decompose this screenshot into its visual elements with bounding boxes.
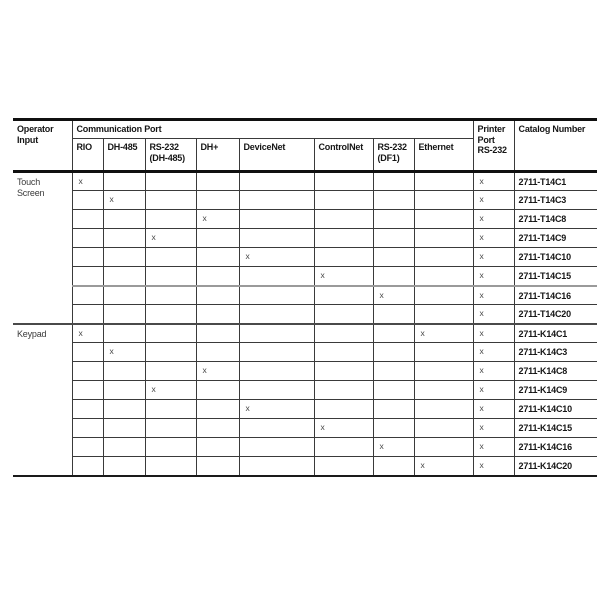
mark-cell-dh485	[103, 419, 145, 438]
mark-cell-rio: x	[72, 324, 103, 343]
mark-cell-rs232-dh485	[145, 305, 196, 324]
mark-cell-dh485	[103, 286, 145, 305]
mark-cell-controlnet	[314, 438, 373, 457]
catalog-number-cell: 2711-T14C16	[514, 286, 597, 305]
mark-cell-rs232-df1	[373, 362, 414, 381]
mark-cell-printer: x	[473, 172, 514, 191]
mark-cell-dhplus	[196, 343, 239, 362]
mark-cell-rio	[72, 400, 103, 419]
mark-cell-dhplus	[196, 305, 239, 324]
col-header-rio: RIO	[72, 139, 103, 172]
operator-group-label: Touch Screen	[13, 172, 72, 324]
catalog-number-cell: 2711-T14C1	[514, 172, 597, 191]
catalog-number-cell: 2711-K14C8	[514, 362, 597, 381]
mark-cell-rs232-dh485	[145, 191, 196, 210]
mark-cell-dhplus: x	[196, 362, 239, 381]
mark-cell-dh485	[103, 248, 145, 267]
mark-cell-printer: x	[473, 248, 514, 267]
mark-cell-devicenet	[239, 210, 314, 229]
col-header-rs232-dh485: RS-232 (DH-485)	[145, 139, 196, 172]
mark-cell-printer: x	[473, 362, 514, 381]
mark-cell-dhplus	[196, 419, 239, 438]
mark-cell-devicenet	[239, 381, 314, 400]
mark-cell-rs232-dh485	[145, 286, 196, 305]
mark-cell-ethernet	[414, 381, 473, 400]
table-row	[13, 229, 597, 248]
mark-cell-controlnet	[314, 210, 373, 229]
mark-cell-rs232-dh485	[145, 400, 196, 419]
mark-cell-printer: x	[473, 305, 514, 324]
mark-cell-ethernet	[414, 343, 473, 362]
mark-cell-controlnet	[314, 248, 373, 267]
mark-cell-ethernet	[414, 229, 473, 248]
mark-cell-ethernet	[414, 438, 473, 457]
mark-cell-controlnet	[314, 362, 373, 381]
table-row	[13, 248, 597, 267]
mark-cell-rs232-dh485	[145, 419, 196, 438]
mark-cell-controlnet	[314, 343, 373, 362]
table-header	[13, 120, 597, 172]
mark-cell-rs232-df1	[373, 419, 414, 438]
mark-cell-controlnet	[314, 286, 373, 305]
catalog-number-cell: 2711-T14C8	[514, 210, 597, 229]
mark-cell-dhplus	[196, 172, 239, 191]
mark-cell-rs232-df1	[373, 305, 414, 324]
mark-cell-rio: x	[72, 172, 103, 191]
mark-cell-dh485	[103, 172, 145, 191]
mark-cell-rs232-df1	[373, 381, 414, 400]
mark-cell-dh485	[103, 210, 145, 229]
mark-cell-dh485	[103, 457, 145, 476]
mark-cell-ethernet: x	[414, 457, 473, 476]
mark-cell-rs232-df1	[373, 248, 414, 267]
catalog-number-cell: 2711-K14C1	[514, 324, 597, 343]
table-row	[13, 210, 597, 229]
mark-cell-controlnet: x	[314, 267, 373, 286]
catalog-number-cell: 2711-K14C9	[514, 381, 597, 400]
mark-cell-rs232-df1: x	[373, 286, 414, 305]
mark-cell-ethernet	[414, 305, 473, 324]
mark-cell-ethernet	[414, 286, 473, 305]
catalog-number-cell: 2711-T14C9	[514, 229, 597, 248]
mark-cell-rs232-df1	[373, 267, 414, 286]
mark-cell-rio	[72, 305, 103, 324]
mark-cell-devicenet: x	[239, 400, 314, 419]
mark-cell-dh485	[103, 305, 145, 324]
table-row	[13, 400, 597, 419]
mark-cell-dh485	[103, 324, 145, 343]
mark-cell-controlnet	[314, 457, 373, 476]
mark-cell-dh485	[103, 438, 145, 457]
mark-cell-devicenet	[239, 267, 314, 286]
mark-cell-printer: x	[473, 210, 514, 229]
table-row	[13, 286, 597, 305]
operator-group-label: Keypad	[13, 324, 72, 476]
catalog-number-cell: 2711-K14C20	[514, 457, 597, 476]
mark-cell-dhplus	[196, 248, 239, 267]
mark-cell-devicenet	[239, 343, 314, 362]
mark-cell-devicenet	[239, 324, 314, 343]
mark-cell-rs232-dh485: x	[145, 229, 196, 248]
col-header-rs232-df1: RS-232 (DF1)	[373, 139, 414, 172]
mark-cell-ethernet	[414, 248, 473, 267]
mark-cell-rio	[72, 362, 103, 381]
catalog-number-cell: 2711-K14C16	[514, 438, 597, 457]
mark-cell-rs232-df1	[373, 210, 414, 229]
mark-cell-devicenet	[239, 286, 314, 305]
mark-cell-dhplus	[196, 438, 239, 457]
col-header-devicenet: DeviceNet	[239, 139, 314, 172]
mark-cell-printer: x	[473, 324, 514, 343]
mark-cell-rio	[72, 457, 103, 476]
mark-cell-printer: x	[473, 343, 514, 362]
col-header-dhplus: DH+	[196, 139, 239, 172]
mark-cell-devicenet	[239, 362, 314, 381]
mark-cell-ethernet	[414, 210, 473, 229]
mark-cell-rs232-dh485	[145, 362, 196, 381]
mark-cell-printer: x	[473, 191, 514, 210]
mark-cell-rio	[72, 267, 103, 286]
mark-cell-ethernet	[414, 419, 473, 438]
mark-cell-rs232-dh485	[145, 438, 196, 457]
mark-cell-rs232-dh485	[145, 457, 196, 476]
col-header-ethernet: Ethernet	[414, 139, 473, 172]
mark-cell-controlnet: x	[314, 419, 373, 438]
table-row	[13, 305, 597, 324]
mark-cell-dh485	[103, 229, 145, 248]
mark-cell-dh485: x	[103, 343, 145, 362]
table-row	[13, 362, 597, 381]
mark-cell-printer: x	[473, 381, 514, 400]
mark-cell-dhplus	[196, 229, 239, 248]
mark-cell-rs232-dh485: x	[145, 381, 196, 400]
catalog-number-cell: 2711-K14C3	[514, 343, 597, 362]
mark-cell-rio	[72, 438, 103, 457]
mark-cell-controlnet	[314, 172, 373, 191]
mark-cell-dhplus	[196, 267, 239, 286]
mark-cell-rio	[72, 419, 103, 438]
col-header-controlnet: ControlNet	[314, 139, 373, 172]
header-operator-input: Operator Input	[13, 120, 72, 172]
mark-cell-rio	[72, 191, 103, 210]
mark-cell-rs232-dh485	[145, 267, 196, 286]
mark-cell-rs232-df1	[373, 191, 414, 210]
mark-cell-rs232-dh485	[145, 324, 196, 343]
mark-cell-controlnet	[314, 229, 373, 248]
mark-cell-rs232-df1	[373, 457, 414, 476]
mark-cell-ethernet	[414, 267, 473, 286]
table-row	[13, 438, 597, 457]
mark-cell-ethernet	[414, 400, 473, 419]
mark-cell-ethernet	[414, 362, 473, 381]
mark-cell-ethernet: x	[414, 324, 473, 343]
mark-cell-rio	[72, 229, 103, 248]
header-catalog-number: Catalog Number	[514, 120, 597, 172]
mark-cell-dhplus	[196, 191, 239, 210]
mark-cell-dh485	[103, 362, 145, 381]
mark-cell-dhplus	[196, 324, 239, 343]
catalog-number-cell: 2711-K14C15	[514, 419, 597, 438]
table-row	[13, 381, 597, 400]
catalog-number-cell: 2711-T14C15	[514, 267, 597, 286]
mark-cell-printer: x	[473, 438, 514, 457]
mark-cell-devicenet	[239, 438, 314, 457]
mark-cell-ethernet	[414, 172, 473, 191]
catalog-number-cell: 2711-T14C10	[514, 248, 597, 267]
mark-cell-rs232-df1	[373, 229, 414, 248]
mark-cell-dhplus	[196, 400, 239, 419]
mark-cell-rio	[72, 210, 103, 229]
catalog-number-cell: 2711-K14C10	[514, 400, 597, 419]
table-row	[13, 191, 597, 210]
catalog-number-cell: 2711-T14C20	[514, 305, 597, 324]
mark-cell-printer: x	[473, 267, 514, 286]
mark-cell-rs232-df1: x	[373, 438, 414, 457]
mark-cell-dhplus	[196, 457, 239, 476]
mark-cell-rs232-df1	[373, 343, 414, 362]
mark-cell-dh485	[103, 267, 145, 286]
mark-cell-controlnet	[314, 191, 373, 210]
mark-cell-devicenet	[239, 229, 314, 248]
table-row	[13, 343, 597, 362]
mark-cell-rio	[72, 381, 103, 400]
mark-cell-rs232-df1	[373, 400, 414, 419]
mark-cell-devicenet: x	[239, 248, 314, 267]
mark-cell-printer: x	[473, 286, 514, 305]
mark-cell-rs232-dh485	[145, 172, 196, 191]
mark-cell-rio	[72, 248, 103, 267]
mark-cell-printer: x	[473, 400, 514, 419]
mark-cell-controlnet	[314, 400, 373, 419]
mark-cell-dhplus	[196, 381, 239, 400]
header-printer-port: Printer Port RS-232	[473, 120, 514, 172]
mark-cell-devicenet	[239, 305, 314, 324]
header-communication-port: Communication Port	[72, 120, 473, 139]
mark-cell-printer: x	[473, 419, 514, 438]
mark-cell-ethernet	[414, 191, 473, 210]
table-row	[13, 172, 597, 191]
table-row	[13, 267, 597, 286]
mark-cell-controlnet	[314, 324, 373, 343]
mark-cell-dh485: x	[103, 191, 145, 210]
mark-cell-dh485	[103, 400, 145, 419]
mark-cell-printer: x	[473, 229, 514, 248]
catalog-table	[13, 118, 597, 477]
mark-cell-dhplus: x	[196, 210, 239, 229]
mark-cell-rio	[72, 286, 103, 305]
table-row	[13, 457, 597, 476]
mark-cell-devicenet	[239, 419, 314, 438]
mark-cell-devicenet	[239, 457, 314, 476]
mark-cell-devicenet	[239, 191, 314, 210]
mark-cell-rs232-dh485	[145, 248, 196, 267]
mark-cell-rs232-df1	[373, 324, 414, 343]
col-header-dh485: DH-485	[103, 139, 145, 172]
table-body	[13, 172, 597, 476]
mark-cell-dh485	[103, 381, 145, 400]
mark-cell-devicenet	[239, 172, 314, 191]
mark-cell-rs232-dh485	[145, 210, 196, 229]
mark-cell-rs232-df1	[373, 172, 414, 191]
mark-cell-rs232-dh485	[145, 343, 196, 362]
mark-cell-controlnet	[314, 305, 373, 324]
mark-cell-printer: x	[473, 457, 514, 476]
mark-cell-dhplus	[196, 286, 239, 305]
table-row	[13, 324, 597, 343]
mark-cell-controlnet	[314, 381, 373, 400]
mark-cell-rio	[72, 343, 103, 362]
table-row	[13, 419, 597, 438]
catalog-number-cell: 2711-T14C3	[514, 191, 597, 210]
